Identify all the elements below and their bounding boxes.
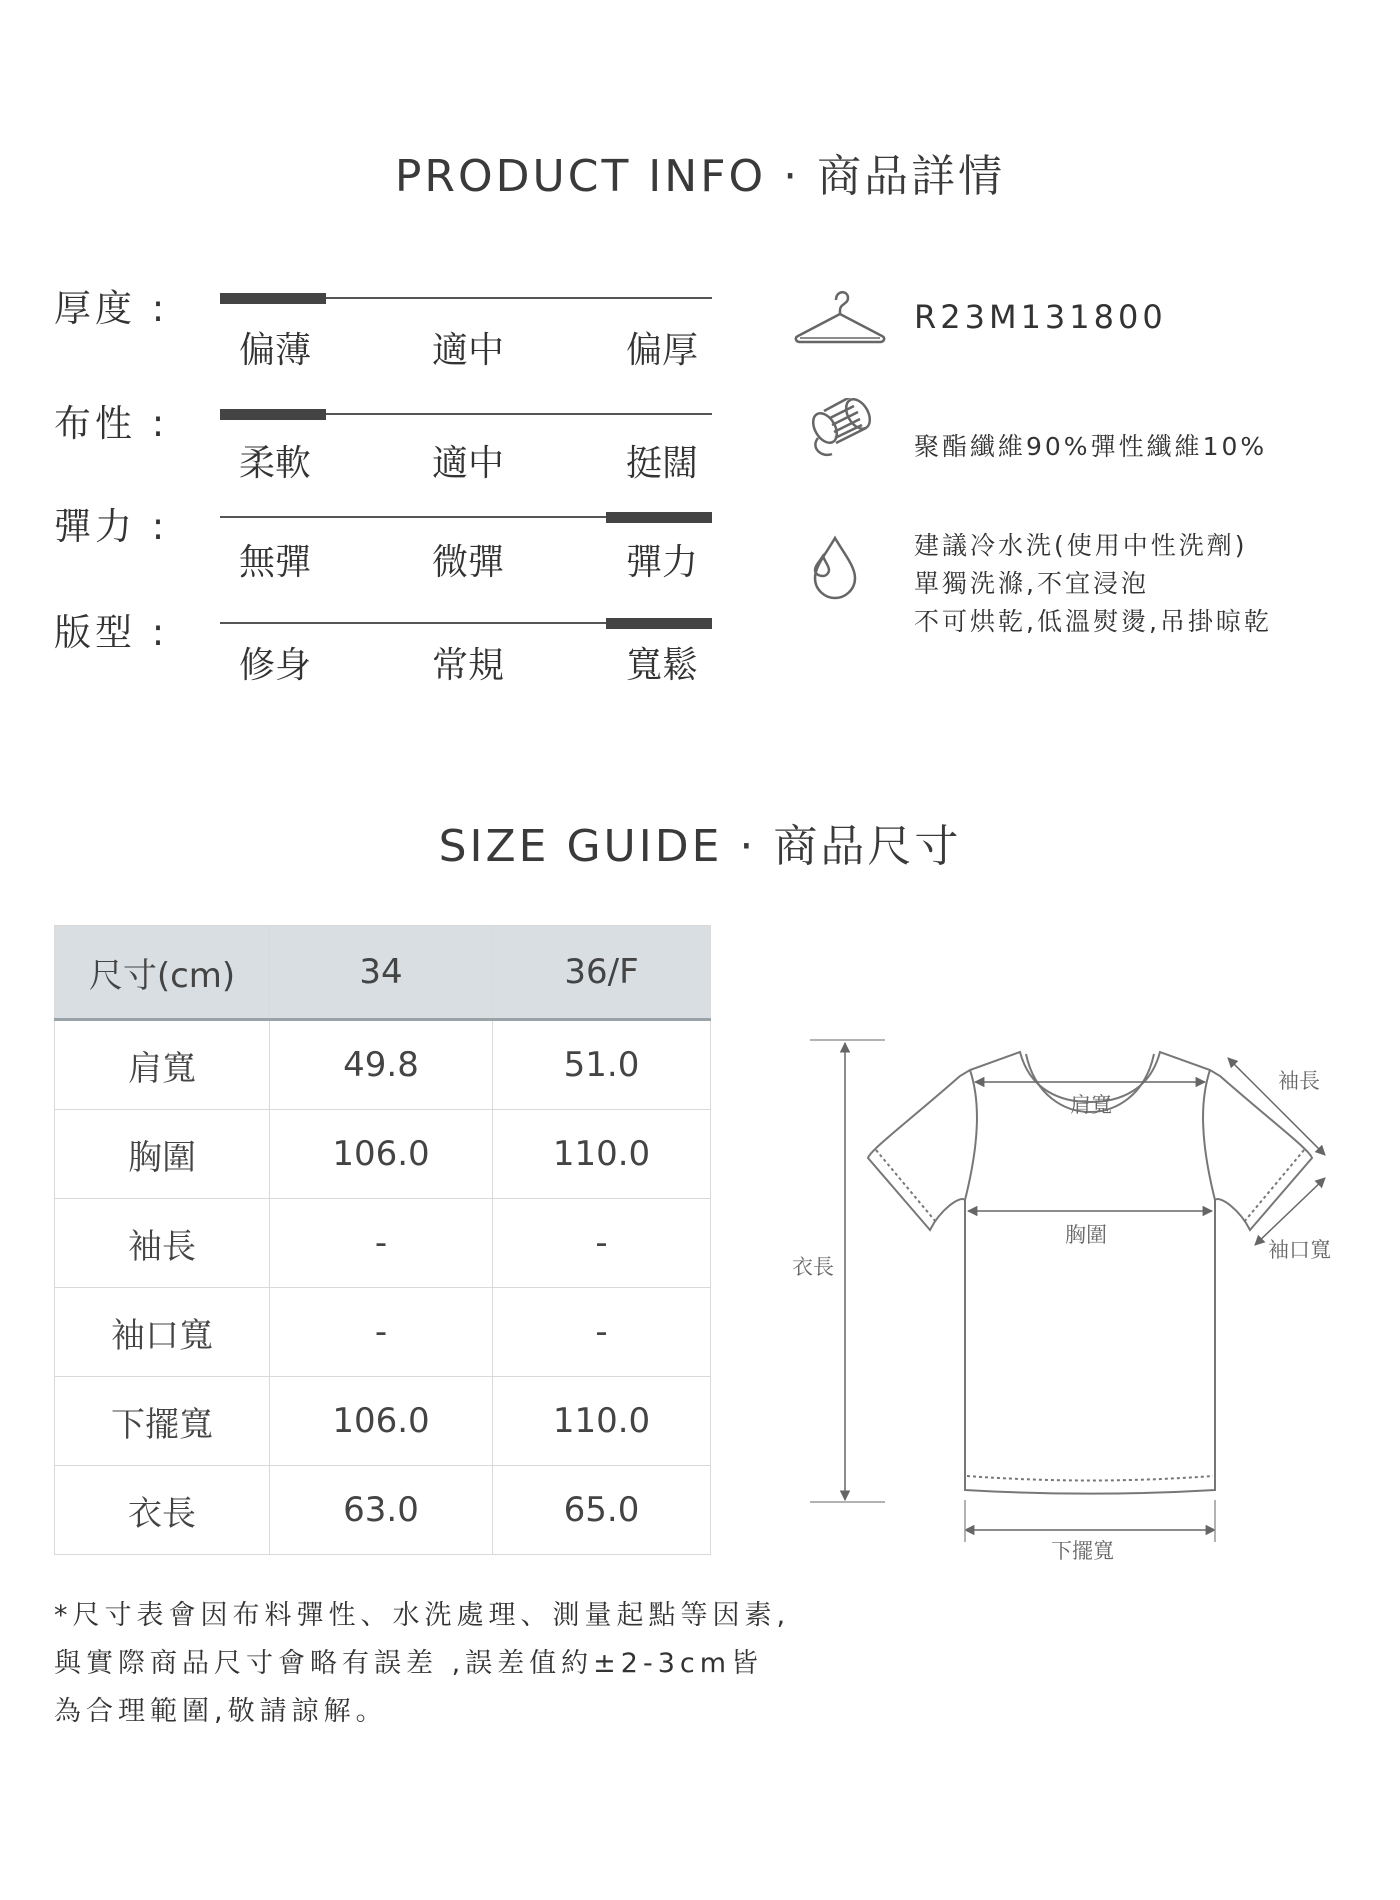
option-crisp: 挺闊 bbox=[625, 443, 698, 484]
water-drop-icon bbox=[805, 532, 865, 602]
table-cell: - bbox=[493, 1199, 711, 1288]
table-row bbox=[55, 1466, 711, 1555]
size-table bbox=[54, 925, 711, 1555]
table-row bbox=[55, 1020, 711, 1110]
attribute-label-fit: 版型 : bbox=[54, 611, 169, 654]
option-thick: 偏厚 bbox=[625, 330, 698, 371]
table-row bbox=[55, 1110, 711, 1199]
thread-spool-icon bbox=[800, 398, 880, 468]
option-loose: 寬鬆 bbox=[625, 645, 698, 686]
table-cell: - bbox=[493, 1288, 711, 1377]
table-cell: 110.0 bbox=[493, 1110, 711, 1199]
header-cell-36f: 36/F bbox=[493, 926, 711, 1020]
note-line-1: *尺寸表會因布料彈性、水洗處理、測量起點等因素, bbox=[54, 1600, 791, 1631]
table-cell: 63.0 bbox=[270, 1466, 493, 1555]
diagram-label-body-length: 衣長 bbox=[792, 1255, 834, 1279]
table-row bbox=[55, 1288, 711, 1377]
table-cell: 106.0 bbox=[270, 1110, 493, 1199]
option-medium: 適中 bbox=[431, 443, 504, 484]
row-label: 衣長 bbox=[55, 1466, 270, 1555]
note-line-3: 為合理範圍,敬請諒解。 bbox=[54, 1696, 388, 1727]
table-cell: - bbox=[270, 1288, 493, 1377]
tshirt-outline bbox=[868, 1052, 1312, 1494]
table-header-row bbox=[55, 926, 711, 1020]
table-cell: - bbox=[270, 1199, 493, 1288]
product-code: R23M131800 bbox=[914, 298, 1167, 336]
attribute-label-stretch: 彈力 : bbox=[54, 505, 169, 548]
option-regular: 常規 bbox=[431, 645, 504, 686]
scale-marker-stretch bbox=[606, 512, 712, 523]
diagram-label-sleeve-length: 袖長 bbox=[1278, 1069, 1320, 1093]
row-label: 胸圍 bbox=[55, 1110, 270, 1199]
product-info-title: PRODUCT INFO · 商品詳情 bbox=[394, 151, 1006, 202]
option-stretch: 彈力 bbox=[625, 542, 698, 583]
table-row bbox=[55, 1199, 711, 1288]
row-label: 袖長 bbox=[55, 1199, 270, 1288]
row-label: 袖口寬 bbox=[55, 1288, 270, 1377]
table-cell: 110.0 bbox=[493, 1377, 711, 1466]
scale-marker-fabric bbox=[220, 409, 326, 420]
attribute-label-thickness: 厚度 : bbox=[54, 287, 169, 330]
header-cell-34: 34 bbox=[270, 926, 493, 1020]
table-cell: 51.0 bbox=[493, 1020, 711, 1110]
option-medium: 適中 bbox=[431, 330, 504, 371]
diagram-label-hem-width: 下擺寬 bbox=[1051, 1539, 1114, 1563]
scale-marker-fit bbox=[606, 618, 712, 629]
diagram-label-cuff-width: 袖口寬 bbox=[1268, 1238, 1331, 1262]
note-line-2: 與實際商品尺寸會略有誤差 ,誤差值約±2-3cm皆 bbox=[54, 1648, 764, 1679]
table-row bbox=[55, 1377, 711, 1466]
size-disclaimer-note bbox=[54, 1592, 790, 1736]
option-slight-stretch: 微彈 bbox=[431, 542, 504, 583]
table-cell: 65.0 bbox=[493, 1466, 711, 1555]
row-label: 肩寬 bbox=[55, 1020, 270, 1110]
option-slim: 修身 bbox=[238, 645, 311, 686]
attribute-label-fabric: 布性 : bbox=[54, 402, 169, 445]
option-no-stretch: 無彈 bbox=[238, 542, 311, 583]
care-line-2: 單獨洗滌,不宜浸泡 bbox=[914, 569, 1149, 598]
scale-marker-thickness bbox=[220, 293, 326, 304]
header-cell-size: 尺寸(cm) bbox=[55, 926, 270, 1020]
measurement-arrows bbox=[810, 1040, 1325, 1542]
row-label: 下擺寬 bbox=[55, 1377, 270, 1466]
hanger-icon bbox=[790, 280, 890, 350]
care-line-3: 不可烘乾,低溫熨燙,吊掛晾乾 bbox=[914, 607, 1272, 636]
diagram-label-chest: 胸圍 bbox=[1065, 1223, 1107, 1247]
table-cell: 49.8 bbox=[270, 1020, 493, 1110]
table-cell: 106.0 bbox=[270, 1377, 493, 1466]
size-guide-title: SIZE GUIDE · 商品尺寸 bbox=[438, 821, 962, 872]
material-composition: 聚酯纖維90%彈性纖維10% bbox=[914, 432, 1268, 461]
care-line-1: 建議冷水洗(使用中性洗劑) bbox=[914, 531, 1248, 560]
tshirt-measurement-diagram bbox=[780, 1030, 1370, 1590]
diagram-label-shoulder: 肩寬 bbox=[1070, 1093, 1112, 1117]
option-soft: 柔軟 bbox=[238, 443, 311, 484]
option-thin: 偏薄 bbox=[238, 330, 311, 371]
